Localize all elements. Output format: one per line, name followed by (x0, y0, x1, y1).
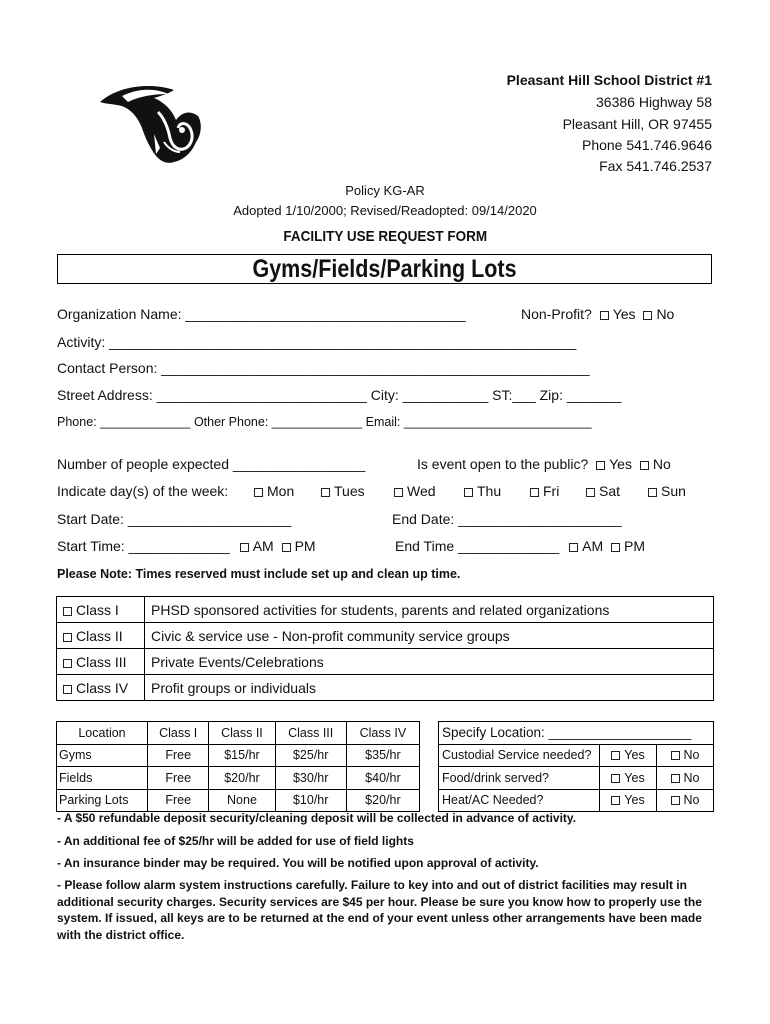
district-city: Pleasant Hill, OR 97455 (562, 116, 712, 132)
day-thu[interactable]: Thu (464, 483, 501, 499)
wed-checkbox[interactable] (394, 488, 403, 497)
end-time-row: End Time _____________ AM PM (395, 538, 646, 554)
heat-yes-checkbox[interactable] (611, 796, 620, 805)
rate-cell: $20/hr (209, 767, 275, 790)
class-2-checkbox[interactable] (63, 633, 72, 642)
day-fri[interactable]: Fri (530, 483, 559, 499)
header-class-3: Class III (275, 722, 346, 745)
services-table (438, 721, 714, 812)
custodial-yes-checkbox[interactable] (611, 751, 620, 760)
note-alarm: - Please follow alarm system instructions carefully. Failure to key into and out of district facilities may result in additional security charges. Security services are $45 per hour. Please be sure you know how to properly use the system. If issued, all keys are to be returned at the end of your event unless other arrangements have been made with the district office. (57, 878, 702, 942)
rate-cell: $40/hr (346, 767, 419, 790)
table-row (57, 744, 420, 767)
days-label: Indicate day(s) of the week: (57, 483, 229, 499)
food-yes-checkbox[interactable] (611, 774, 620, 783)
heat-no-checkbox[interactable] (671, 796, 680, 805)
please-note: Please Note: Times reserved must include set up and clean up time. (57, 567, 461, 581)
thu-checkbox[interactable] (464, 488, 473, 497)
note-deposit: - A $50 refundable deposit security/cleaning deposit will be collected in advance of activity. (57, 811, 577, 825)
table-row (439, 767, 714, 790)
class-description: Profit groups or individuals (145, 675, 714, 701)
table-row (57, 623, 714, 649)
fri-checkbox[interactable] (530, 488, 539, 497)
day-tues[interactable]: Tues (321, 483, 365, 499)
table-row (57, 767, 420, 790)
rate-cell: Free (148, 789, 209, 812)
heat-no[interactable]: No (657, 789, 714, 812)
day-mon[interactable]: Mon (254, 483, 294, 499)
start-pm-checkbox[interactable] (282, 543, 291, 552)
start-date-field[interactable]: Start Date: _____________________ (57, 511, 292, 527)
food-no[interactable]: No (657, 767, 714, 790)
form-heading: FACILITY USE REQUEST FORM (283, 228, 487, 245)
rate-cell: $25/hr (275, 744, 346, 767)
start-time-field[interactable]: Start Time: _____________ (57, 538, 230, 554)
custodial-no-checkbox[interactable] (671, 751, 680, 760)
note-field-lights: - An additional fee of $25/hr will be added for use of field lights (57, 834, 414, 848)
table-row (57, 649, 714, 675)
form-title: Gyms/Fields/Parking Lots (57, 254, 712, 284)
class-table (56, 596, 714, 701)
heat-yes[interactable]: Yes (600, 789, 657, 812)
nonprofit-no-checkbox[interactable] (643, 311, 652, 320)
mon-checkbox[interactable] (254, 488, 263, 497)
sun-checkbox[interactable] (648, 488, 657, 497)
table-row (439, 722, 714, 745)
district-fax: Fax 541.746.2537 (599, 158, 712, 174)
day-sat[interactable]: Sat (586, 483, 620, 499)
class-description: PHSD sponsored activities for students, parents and related organizations (145, 597, 714, 623)
class-4-checkbox-cell[interactable]: Class IV (57, 675, 145, 701)
organization-name-field[interactable]: Organization Name: ____________________________________ (57, 306, 466, 322)
street-address-field[interactable]: Street Address: ___________________________ City: ___________ ST:___ Zip: _______ (57, 387, 622, 403)
note-insurance: - An insurance binder may be required. You will be notified upon approval of activity. (57, 856, 539, 870)
district-name: Pleasant Hill School District #1 (506, 72, 712, 88)
table-row (57, 597, 714, 623)
table-header-row (57, 722, 420, 745)
nonprofit-question: Non-Profit? Yes No (521, 306, 675, 322)
public-question: Is event open to the public? Yes No (417, 456, 671, 472)
service-label: Custodial Service needed? (439, 744, 600, 767)
start-am-checkbox[interactable] (240, 543, 249, 552)
header-location: Location (57, 722, 148, 745)
header-class-4: Class IV (346, 722, 419, 745)
goat-logo-icon (98, 82, 206, 166)
rate-cell: Free (148, 767, 209, 790)
rate-cell: None (209, 789, 275, 812)
service-label: Food/drink served? (439, 767, 600, 790)
end-am-checkbox[interactable] (569, 543, 578, 552)
district-phone: Phone 541.746.9646 (581, 137, 712, 153)
rate-cell: Gyms (57, 744, 148, 767)
rate-cell: Fields (57, 767, 148, 790)
public-no-checkbox[interactable] (640, 461, 649, 470)
table-row (439, 789, 714, 812)
class-3-checkbox[interactable] (63, 659, 72, 668)
class-3-checkbox-cell[interactable]: Class III (57, 649, 145, 675)
rate-cell: $15/hr (209, 744, 275, 767)
end-pm-checkbox[interactable] (611, 543, 620, 552)
day-sun[interactable]: Sun (648, 483, 686, 499)
class-4-checkbox[interactable] (63, 685, 72, 694)
food-no-checkbox[interactable] (671, 774, 680, 783)
class-description: Civic & service use - Non-profit community service groups (145, 623, 714, 649)
rate-cell: $30/hr (275, 767, 346, 790)
custodial-yes[interactable]: Yes (600, 744, 657, 767)
header-class-2: Class II (209, 722, 275, 745)
start-time-row: Start Time: _____________ AM PM (57, 538, 316, 554)
contact-person-field[interactable]: Contact Person: _______________________________________________________ (57, 360, 590, 376)
class-1-checkbox-cell[interactable]: Class I (57, 597, 145, 623)
service-label: Heat/AC Needed? (439, 789, 600, 812)
table-row (57, 789, 420, 812)
district-address: 36386 Highway 58 (596, 94, 712, 110)
rate-cell: $20/hr (346, 789, 419, 812)
class-description: Private Events/Celebrations (145, 649, 714, 675)
nonprofit-yes-checkbox[interactable] (600, 311, 609, 320)
people-expected-field[interactable]: Number of people expected _________________ (57, 456, 366, 472)
public-yes-checkbox[interactable] (596, 461, 605, 470)
rate-cell: Free (148, 744, 209, 767)
rate-table (56, 721, 420, 812)
end-time-field[interactable]: End Time _____________ (395, 538, 560, 554)
policy-code: Policy KG-AR (345, 183, 425, 198)
day-wed[interactable]: Wed (394, 483, 436, 499)
rate-cell: $35/hr (346, 744, 419, 767)
tues-checkbox[interactable] (321, 488, 330, 497)
sat-checkbox[interactable] (586, 488, 595, 497)
class-1-checkbox[interactable] (63, 607, 72, 616)
table-row (57, 675, 714, 701)
custodial-no[interactable]: No (657, 744, 714, 767)
food-yes[interactable]: Yes (600, 767, 657, 790)
class-2-checkbox-cell[interactable]: Class II (57, 623, 145, 649)
rate-cell: $10/hr (275, 789, 346, 812)
table-row (439, 744, 714, 767)
phone-email-field[interactable]: Phone: _____________ Other Phone: _____________ Email: ___________________________ (57, 415, 592, 429)
header-class-1: Class I (148, 722, 209, 745)
activity-field[interactable]: Activity: ____________________________________________________________ (57, 334, 577, 350)
rate-cell: Parking Lots (57, 789, 148, 812)
specify-location-field[interactable]: Specify Location: ___________________ (439, 722, 714, 745)
end-date-field[interactable]: End Date: _____________________ (392, 511, 622, 527)
policy-adopted: Adopted 1/10/2000; Revised/Readopted: 09/14/2020 (233, 203, 537, 218)
